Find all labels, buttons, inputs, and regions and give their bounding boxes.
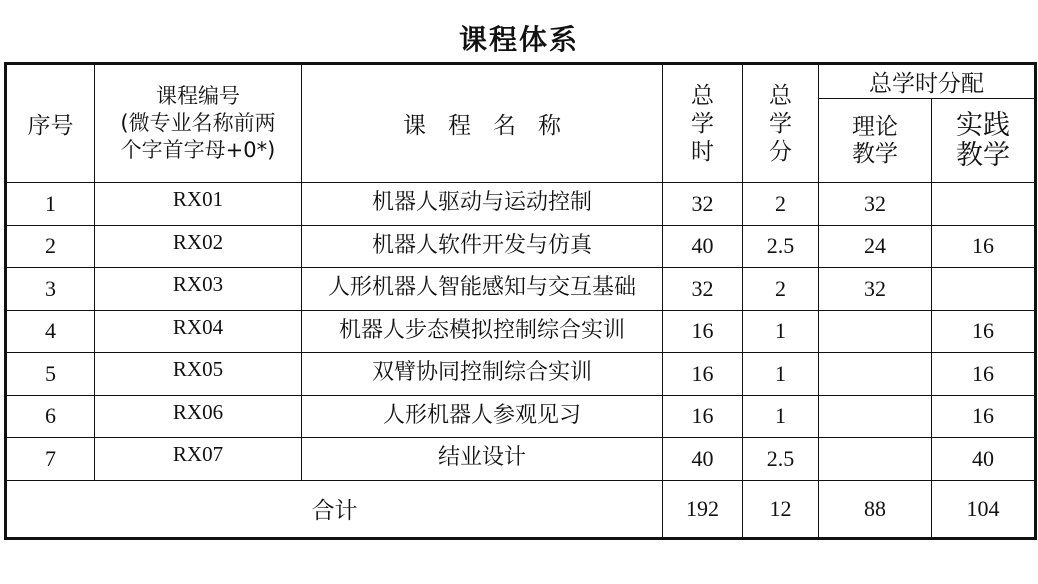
cell-seq: 7 [6,438,95,481]
header-total-credits [743,64,819,183]
cell-theory [819,353,932,396]
cell-credits: 1 [743,353,819,396]
document-title: 课程体系 [458,23,579,56]
course-table [4,62,1037,540]
cell-practice: 16 [932,395,1036,438]
header-total-credits-label: 总学分 [769,82,792,165]
table-header [6,64,1036,183]
cell-seq: 4 [6,310,95,353]
cell-hours: 16 [663,395,743,438]
header-code-line2: (微专业名称前两 [120,111,276,135]
header-course-name [302,64,663,183]
cell-credits: 1 [743,310,819,353]
table-row [6,268,1036,311]
header-practice-label: 实践教学 [956,109,1010,171]
table-row [6,438,1036,481]
header-code-line1: 课程编号 [156,84,240,108]
cell-seq: 6 [6,395,95,438]
cell-seq: 2 [6,225,95,268]
table-row [6,353,1036,396]
cell-course-name: 机器人软件开发与仿真 [302,225,663,268]
cell-code: RX06 [95,395,302,438]
cell-practice: 16 [932,310,1036,353]
cell-credits: 2 [743,183,819,226]
cell-code: RX04 [95,310,302,353]
header-hours-split-label: 总学时分配 [869,71,984,97]
cell-code: RX07 [95,438,302,481]
total-credits: 12 [743,480,819,538]
cell-seq: 5 [6,353,95,396]
header-course-name-label: 课程名称 [403,113,583,139]
cell-practice [932,268,1036,311]
cell-theory: 24 [819,225,932,268]
header-seq-label: 序号 [27,113,74,139]
cell-seq: 1 [6,183,95,226]
cell-credits: 2.5 [743,225,819,268]
cell-hours: 16 [663,353,743,396]
cell-course-name: 机器人驱动与运动控制 [302,183,663,226]
cell-practice: 16 [932,353,1036,396]
cell-course-name: 双臂协同控制综合实训 [302,353,663,396]
cell-course-name: 人形机器人智能感知与交互基础 [302,268,663,311]
cell-theory: 32 [819,183,932,226]
cell-practice: 16 [932,225,1036,268]
cell-hours: 40 [663,438,743,481]
table-row [6,395,1036,438]
table-row [6,225,1036,268]
header-total-hours-label: 总学时 [691,82,714,165]
cell-code: RX03 [95,268,302,311]
header-hours-split [819,64,1036,99]
cell-credits: 2.5 [743,438,819,481]
table-row [6,310,1036,353]
cell-credits: 1 [743,395,819,438]
header-practice [932,99,1036,183]
cell-seq: 3 [6,268,95,311]
cell-practice [932,183,1036,226]
table-row [6,183,1036,226]
cell-hours: 16 [663,310,743,353]
cell-practice: 40 [932,438,1036,481]
cell-hours: 32 [663,183,743,226]
table-body [6,183,1036,539]
cell-hours: 32 [663,268,743,311]
total-hours: 192 [663,480,743,538]
cell-code: RX01 [95,183,302,226]
cell-theory: 32 [819,268,932,311]
cell-hours: 40 [663,225,743,268]
header-theory-label: 理论教学 [852,113,898,167]
cell-code: RX02 [95,225,302,268]
total-practice: 104 [932,480,1036,538]
header-total-hours [663,64,743,183]
cell-code: RX05 [95,353,302,396]
cell-credits: 2 [743,268,819,311]
total-row [6,480,1036,538]
header-code-line3: 个字首字母+0*) [120,138,276,162]
header-code [95,64,302,183]
cell-course-name: 结业设计 [302,438,663,481]
total-label: 合计 [6,480,663,538]
header-theory [819,99,932,183]
cell-theory [819,438,932,481]
cell-course-name: 人形机器人参观见习 [302,395,663,438]
header-seq [6,64,95,183]
total-theory: 88 [819,480,932,538]
cell-course-name: 机器人步态模拟控制综合实训 [302,310,663,353]
cell-theory [819,310,932,353]
cell-theory [819,395,932,438]
